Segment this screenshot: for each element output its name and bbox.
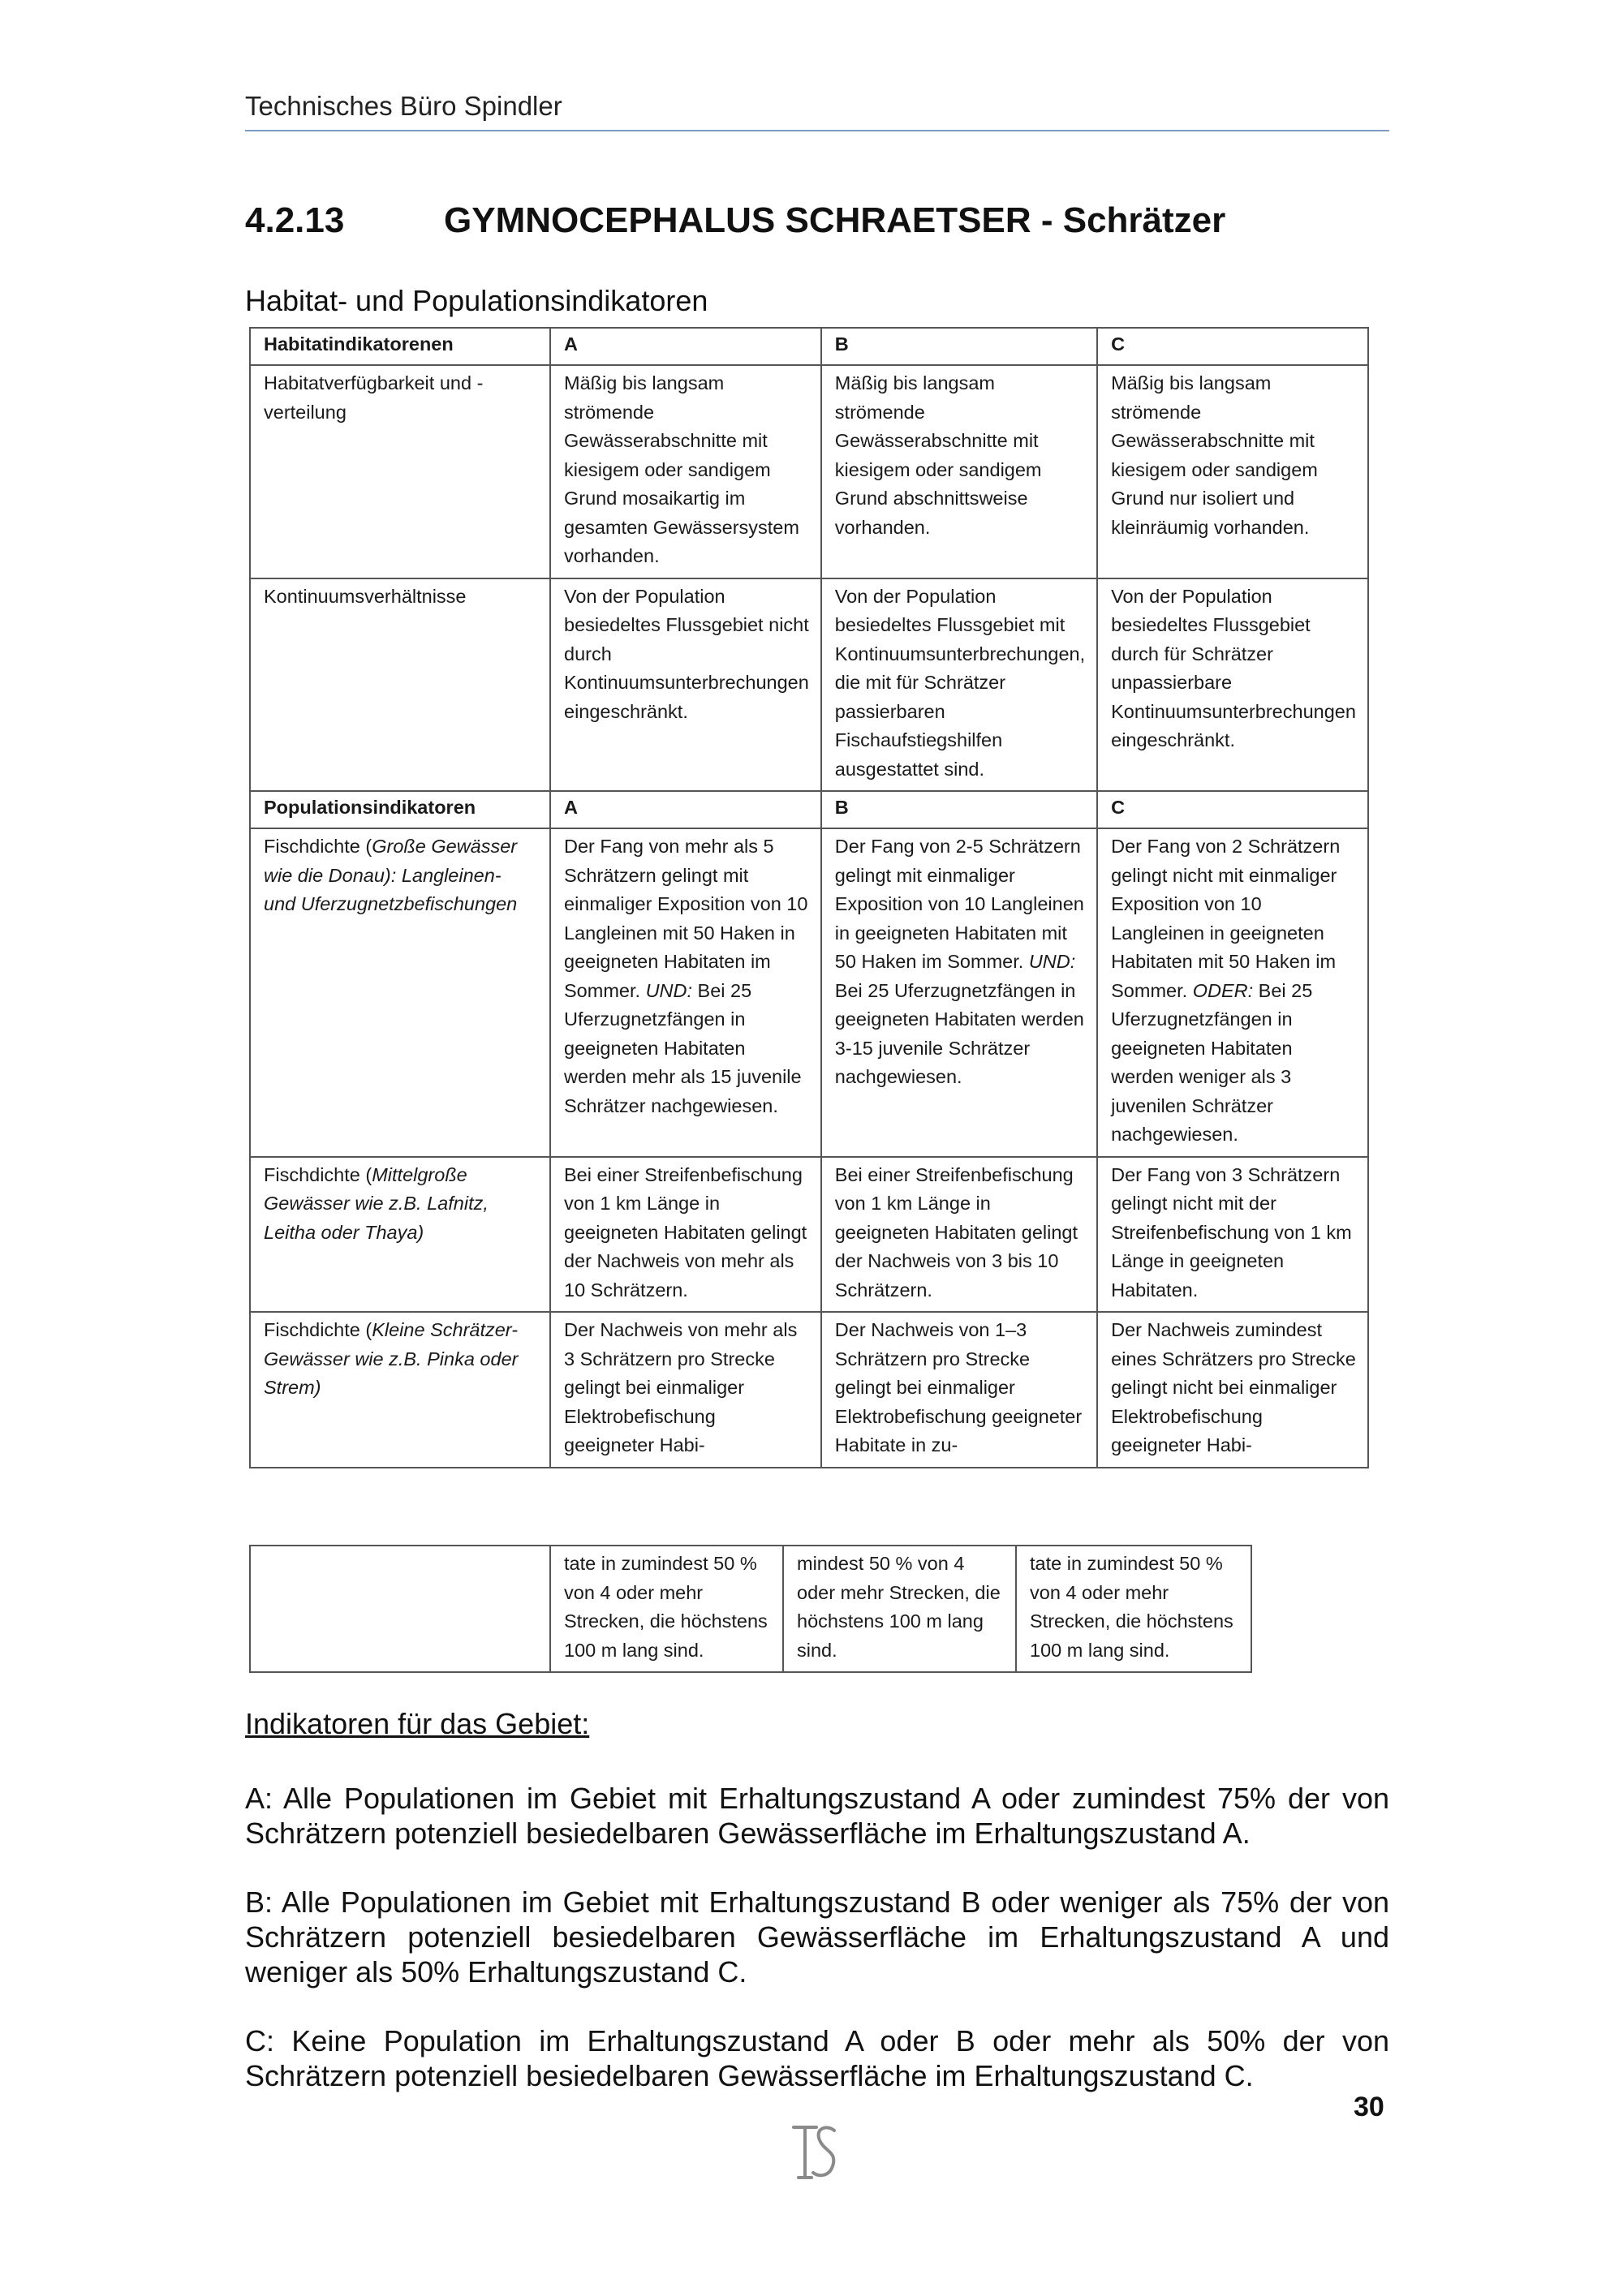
cell-a: Mäßig bis langsam strömende Gewässerabschnitte mit kiesigem oder sandigem Grund mosaikartig im gesamten Gewässersystem vorhanden. <box>550 365 821 578</box>
area-indicator-c: C: Keine Population im Erhaltungszustand A oder B oder mehr als 50% der von Schrätzern potenziell besiedelbaren Gewässerfläche im Erhaltungszustand C. <box>245 2024 1389 2092</box>
cell-a: tate in zumindest 50 % von 4 oder mehr Strecken, die höchstens 100 m lang sind. <box>550 1546 783 1672</box>
header-cell-c: C <box>1097 328 1368 365</box>
header-cell-c: C <box>1097 791 1368 828</box>
area-indicator-a: A: Alle Populationen im Gebiet mit Erhaltungszustand A oder zumindest 75% der von Schrätzern potenziell besiedelbaren Gewässerfläche im Erhaltungszustand A. <box>245 1782 1389 1850</box>
table-row <box>250 578 1368 792</box>
cell-c: Von der Population besiedeltes Flussgebiet durch für Schrätzer unpassierbare Kontinuumsunterbrechungen eingeschränkt. <box>1097 578 1368 792</box>
header-cell-b: B <box>821 328 1097 365</box>
cell-b: Der Fang von 2-5 Schrätzern gelingt mit einmaliger Exposition von 10 Langleinen in geeigneten Habitaten mit 50 Haken im Sommer. UND: Bei 25 Uferzugnetzfängen in geeigneten Habitaten werden 3-15 juvenile Schrätzer nachgewiesen. <box>821 828 1097 1157</box>
table-header-row <box>250 328 1368 365</box>
row-label: Fischdichte (Große Gewässer wie die Donau): Langleinen- und Uferzugnetzbefischungen <box>250 828 550 1157</box>
table-row <box>250 1157 1368 1313</box>
cell-c: Mäßig bis langsam strömende Gewässerabschnitte mit kiesigem oder sandigem Grund nur isoliert und kleinräumig vorhanden. <box>1097 365 1368 578</box>
page-number: 30 <box>1354 2092 1384 2122</box>
section-number: 4.2.13 <box>245 200 345 240</box>
table-row <box>250 828 1368 1157</box>
area-indicator-b: B: Alle Populationen im Gebiet mit Erhaltungszustand B oder weniger als 75% der von Schrätzern potenziell besiedelbaren Gewässerfläche im Erhaltungszustand A und weniger als 50% Erhaltungszustand C. <box>245 1885 1389 1989</box>
cell-c: Der Fang von 3 Schrätzern gelingt nicht mit der Streifenbefischung von 1 km Länge in geeigneten Habitaten. <box>1097 1157 1368 1313</box>
page-header: Technisches Büro Spindler <box>245 91 1389 131</box>
cell-a: Bei einer Streifenbefischung von 1 km Länge in geeigneten Habitaten gelingt der Nachweis von mehr als 10 Schrätzern. <box>550 1157 821 1313</box>
cell-b: Mäßig bis langsam strömende Gewässerabschnitte mit kiesigem oder sandigem Grund abschnittsweise vorhanden. <box>821 365 1097 578</box>
table-row <box>250 1546 1251 1672</box>
cell-b: Bei einer Streifenbefischung von 1 km Länge in geeigneten Habitaten gelingt der Nachweis von 3 bis 10 Schrätzern. <box>821 1157 1097 1313</box>
cell-b: Von der Population besiedeltes Flussgebiet mit Kontinuumsunterbrechungen, die mit für Schrätzer passierbaren Fischaufstiegshilfen ausgestattet sind. <box>821 578 1097 792</box>
table-row <box>250 1312 1368 1468</box>
table-row <box>250 365 1368 578</box>
table-header-row <box>250 791 1368 828</box>
indicator-table <box>249 327 1369 1468</box>
indicator-table-continuation <box>249 1545 1252 1673</box>
area-indicators-heading: Indikatoren für das Gebiet: <box>245 1707 590 1740</box>
header-cell-label: Populationsindikatoren <box>250 791 550 828</box>
cell-c: tate in zumindest 50 % von 4 oder mehr Strecken, die höchstens 100 m lang sind. <box>1016 1546 1251 1672</box>
row-label <box>250 1546 550 1672</box>
header-cell-a: A <box>550 328 821 365</box>
header-cell-label: Habitatindikatorenen <box>250 328 550 365</box>
row-label: Fischdichte (Mittelgroße Gewässer wie z.B. Lafnitz, Leitha oder Thaya) <box>250 1157 550 1313</box>
cell-a: Von der Population besiedeltes Flussgebiet nicht durch Kontinuumsunterbrechungen eingeschränkt. <box>550 578 821 792</box>
header-cell-b: B <box>821 791 1097 828</box>
cell-b: Der Nachweis von 1–3 Schrätzern pro Strecke gelingt bei einmaliger Elektrobefischung geeigneter Habitate in zu- <box>821 1312 1097 1468</box>
row-label: Kontinuumsverhältnisse <box>250 578 550 792</box>
header-cell-a: A <box>550 791 821 828</box>
cell-c: Der Fang von 2 Schrätzern gelingt nicht mit einmaliger Exposition von 10 Langleinen in geeigneten Habitaten mit 50 Haken im Sommer. ODER: Bei 25 Uferzugnetzfängen in geeigneten Habitaten werden weniger als 3 juvenilen Schrätzer nachgewiesen. <box>1097 828 1368 1157</box>
cell-a: Der Nachweis von mehr als 3 Schrätzern pro Strecke gelingt bei einmaliger Elektrobefischung geeigneter Habi- <box>550 1312 821 1468</box>
row-label: Fischdichte (Kleine Schrätzer-Gewässer wie z.B. Pinka oder Strem) <box>250 1312 550 1468</box>
row-label: Habitatverfügbarkeit und -verteilung <box>250 365 550 578</box>
company-logo-icon <box>787 2119 844 2184</box>
cell-b: mindest 50 % von 4 oder mehr Strecken, die höchstens 100 m lang sind. <box>783 1546 1016 1672</box>
section-title <box>245 200 1225 241</box>
cell-a: Der Fang von mehr als 5 Schrätzern gelingt mit einmaliger Exposition von 10 Langleinen mit 50 Haken in geeigneten Habitaten im Sommer. UND: Bei 25 Uferzugnetzfängen in geeigneten Habitaten werden mehr als 15 juvenile Schrätzer nachgewiesen. <box>550 828 821 1157</box>
section-name: GYMNOCEPHALUS SCHRAETSER - Schrätzer <box>444 200 1226 240</box>
cell-c: Der Nachweis zumindest eines Schrätzers pro Strecke gelingt nicht bei einmaliger Elektrobefischung geeigneter Habi- <box>1097 1312 1368 1468</box>
table-caption: Habitat- und Populationsindikatoren <box>245 284 708 317</box>
